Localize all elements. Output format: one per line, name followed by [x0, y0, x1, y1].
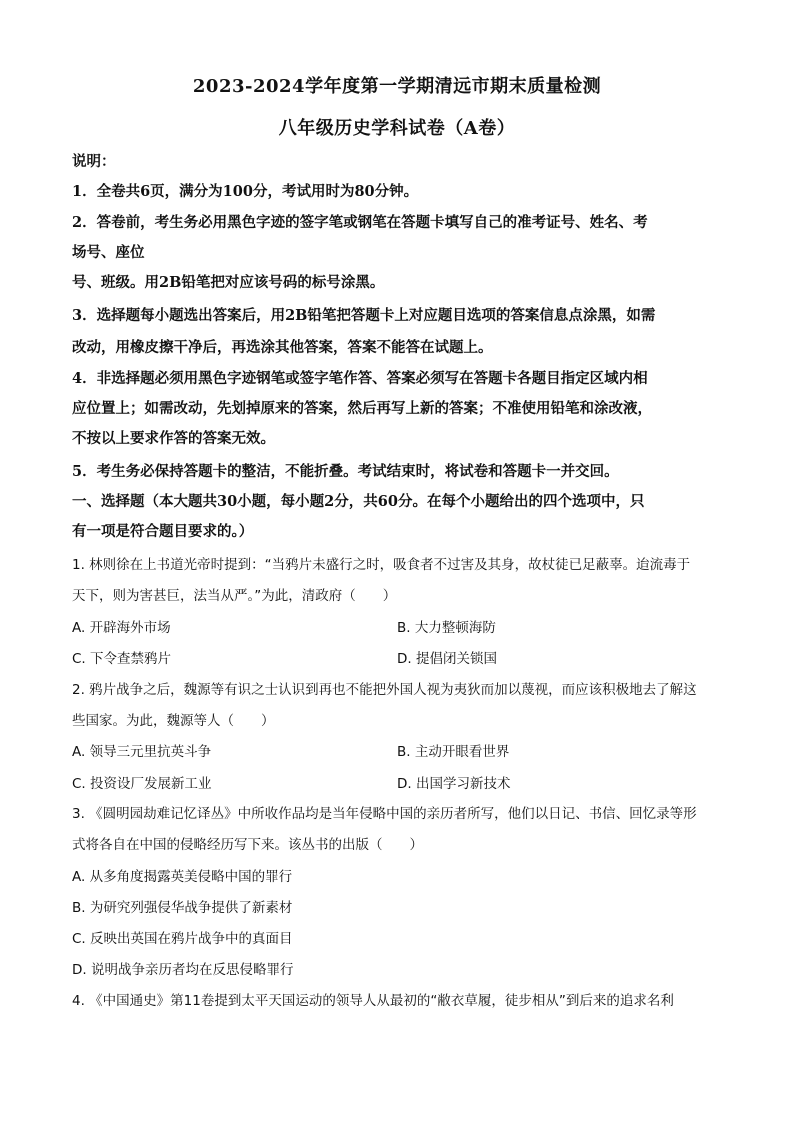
question-3-stem: 3. 《圆明园劫难记忆译丛》中所收作品均是当年侵略中国的亲历者所写，他们以日记、书信、回忆录等形	[72, 806, 697, 822]
question-3-option-a: A. 从多角度揭露英美侵略中国的罪行	[72, 869, 293, 885]
question-1-stem: 天下，则为害甚巨，法当从严。”为此，清政府（ ）	[72, 588, 397, 604]
instruction-line: 1．全卷共6页，满分为100分，考试用时为80分钟。	[72, 183, 419, 200]
question-2-stem: 些国家。为此，魏源等人（ ）	[72, 713, 275, 729]
question-1-option-d: D. 提倡闭关锁国	[397, 651, 497, 667]
question-1-option-c: C. 下令查禁鸦片	[72, 651, 172, 667]
question-3-option-c: C. 反映出英国在鸦片战争中的真面目	[72, 931, 293, 947]
exam-title: 2023-2024学年度第一学期清远市期末质量检测	[192, 76, 602, 97]
question-3-option-b: B. 为研究列强侵华战争提供了新素材	[72, 900, 293, 916]
instruction-line: 应位置上；如需改动，先划掉原来的答案，然后再写上新的答案；不准使用铅笔和涂改液，	[72, 400, 652, 417]
question-1-option-a: A. 开辟海外市场	[72, 620, 171, 636]
instructions-heading: 说明：	[72, 153, 116, 170]
instruction-line: 3．选择题每小题选出答案后，用2B铅笔把答题卡上对应题目选项的答案信息点涂黑，如需	[72, 307, 656, 324]
exam-subtitle: 八年级历史学科试卷（A卷）	[278, 118, 516, 139]
instruction-line: 号、班级。用2B铅笔把对应该号码的标号涂黑。	[72, 274, 385, 291]
question-2-option-b: B. 主动开眼看世界	[397, 744, 510, 760]
instruction-line: 场号、座位	[72, 244, 145, 261]
question-4-stem: 4. 《中国通史》第11卷提到太平天国运动的领导人从最初的“敝衣草履，徒步相从”到后来的追求名利	[72, 993, 674, 1009]
section-heading: 一、选择题（本大题共30小题，每小题2分，共60分。在每个小题给出的四个选项中，只	[72, 493, 645, 510]
instruction-line: 2．答卷前，考生务必用黑色字迹的签字笔或钢笔在答题卡填写自己的准考证号、姓名、考	[72, 214, 648, 231]
instruction-line: 改动，用橡皮擦干净后，再选涂其他答案，答案不能答在试题上。	[72, 339, 493, 356]
question-3-option-d: D. 说明战争亲历者均在反思侵略罪行	[72, 962, 294, 978]
section-heading: 有一项是符合题目要求的。）	[72, 523, 254, 540]
instruction-line: 不按以上要求作答的答案无效。	[72, 430, 275, 447]
question-3-stem: 式将各自在中国的侵略经历写下来。该丛书的出版（ ）	[72, 837, 423, 853]
question-1-stem: 1. 林则徐在上书道光帝时提到：“当鸦片未盛行之时，吸食者不过害及其身，故杖徒已足蔽辜。迨流毒于	[72, 557, 691, 573]
instruction-line: 4．非选择题必须用黑色字迹钢笔或签字笔作答、答案必须写在答题卡各题目指定区域内相	[72, 370, 648, 387]
question-2-stem: 2. 鸦片战争之后，魏源等有识之士认识到再也不能把外国人视为夷狄而加以蔑视，而应该积极地去了解这	[72, 682, 697, 698]
question-2-option-a: A. 领导三元里抗英斗争	[72, 744, 212, 760]
question-2-option-d: D. 出国学习新技术	[397, 776, 511, 792]
question-1-option-b: B. 大力整顿海防	[397, 620, 496, 636]
question-2-option-c: C. 投资设厂发展新工业	[72, 776, 212, 792]
instruction-line: 5．考生务必保持答题卡的整洁，不能折叠。考试结束时，将试卷和答题卡一并交回。	[72, 463, 619, 480]
